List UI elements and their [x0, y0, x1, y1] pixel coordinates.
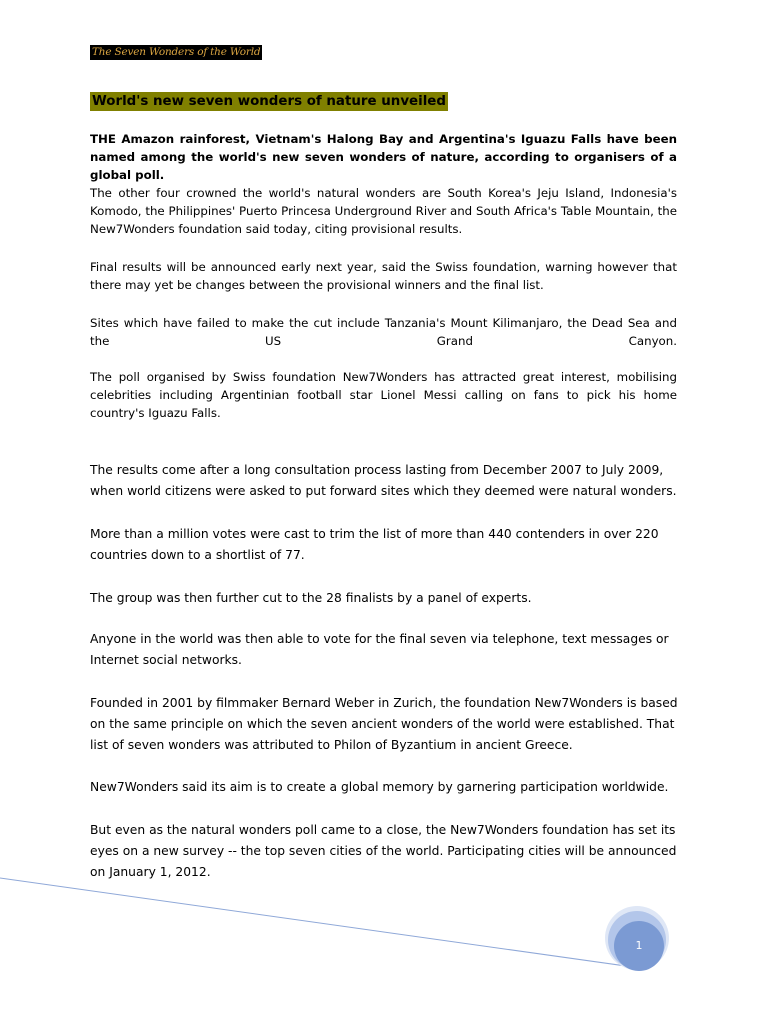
paragraph-5: The results come after a long consultation process lasting from December 2007 to July 2009, when world citizens were asked to put forward sites which they deemed were natural wonders. [90, 463, 677, 498]
article-title: World's new seven wonders of nature unveiled [92, 94, 446, 109]
paragraph-7: The group was then further cut to the 28 finalists by a panel of experts. [90, 591, 532, 605]
running-header: The Seven Wonders of the World [92, 46, 261, 58]
paragraph-3: Sites which have failed to make the cut include Tanzania's Mount Kilimanjaro, the Dead Sea and the US Grand Canyon. [90, 316, 677, 348]
page-number: 1 [635, 939, 643, 952]
footer-divider-line [0, 878, 640, 968]
paragraph-6: More than a million votes were cast to trim the list of more than 440 contenders in over 220 countries down to a shortlist of 77. [90, 527, 659, 562]
paragraph-2: Final results will be announced early next year, said the Swiss foundation, warning however that there may yet be changes between the provisional winners and the final list. [90, 260, 677, 292]
paragraph-10: New7Wonders said its aim is to create a global memory by garnering participation worldwide. [90, 780, 669, 794]
paragraph-4: The poll organised by Swiss foundation New7Wonders has attracted great interest, mobilising celebrities including Argentinian football star Lionel Messi calling on fans to pick his home country's Iguazu Falls. [90, 370, 677, 420]
article-lead: THE Amazon rainforest, Vietnam's Halong Bay and Argentina's Iguazu Falls have been named among the world's new seven wonders of nature, according to organisers of a global poll. [90, 132, 677, 182]
paragraph-8: Anyone in the world was then able to vote for the final seven via telephone, text messages or Internet social networks. [90, 632, 669, 667]
paragraph-9: Founded in 2001 by filmmaker Bernard Weber in Zurich, the foundation New7Wonders is based on the same principle on which the seven ancient wonders of the world were established. That list of seven wonders was attributed to Philon of Byzantium in ancient Greece. [90, 696, 678, 752]
paragraph-1: The other four crowned the world's natural wonders are South Korea's Jeju Island, Indonesia's Komodo, the Philippines' Puerto Princesa Underground River and South Africa's Table Mountain, the New7Wonders foundation said today, citing provisional results. [90, 186, 677, 236]
paragraph-11: But even as the natural wonders poll came to a close, the New7Wonders foundation has set its eyes on a new survey -- the top seven cities of the world. Participating cities will be announced on January 1, 2012. [90, 823, 677, 879]
